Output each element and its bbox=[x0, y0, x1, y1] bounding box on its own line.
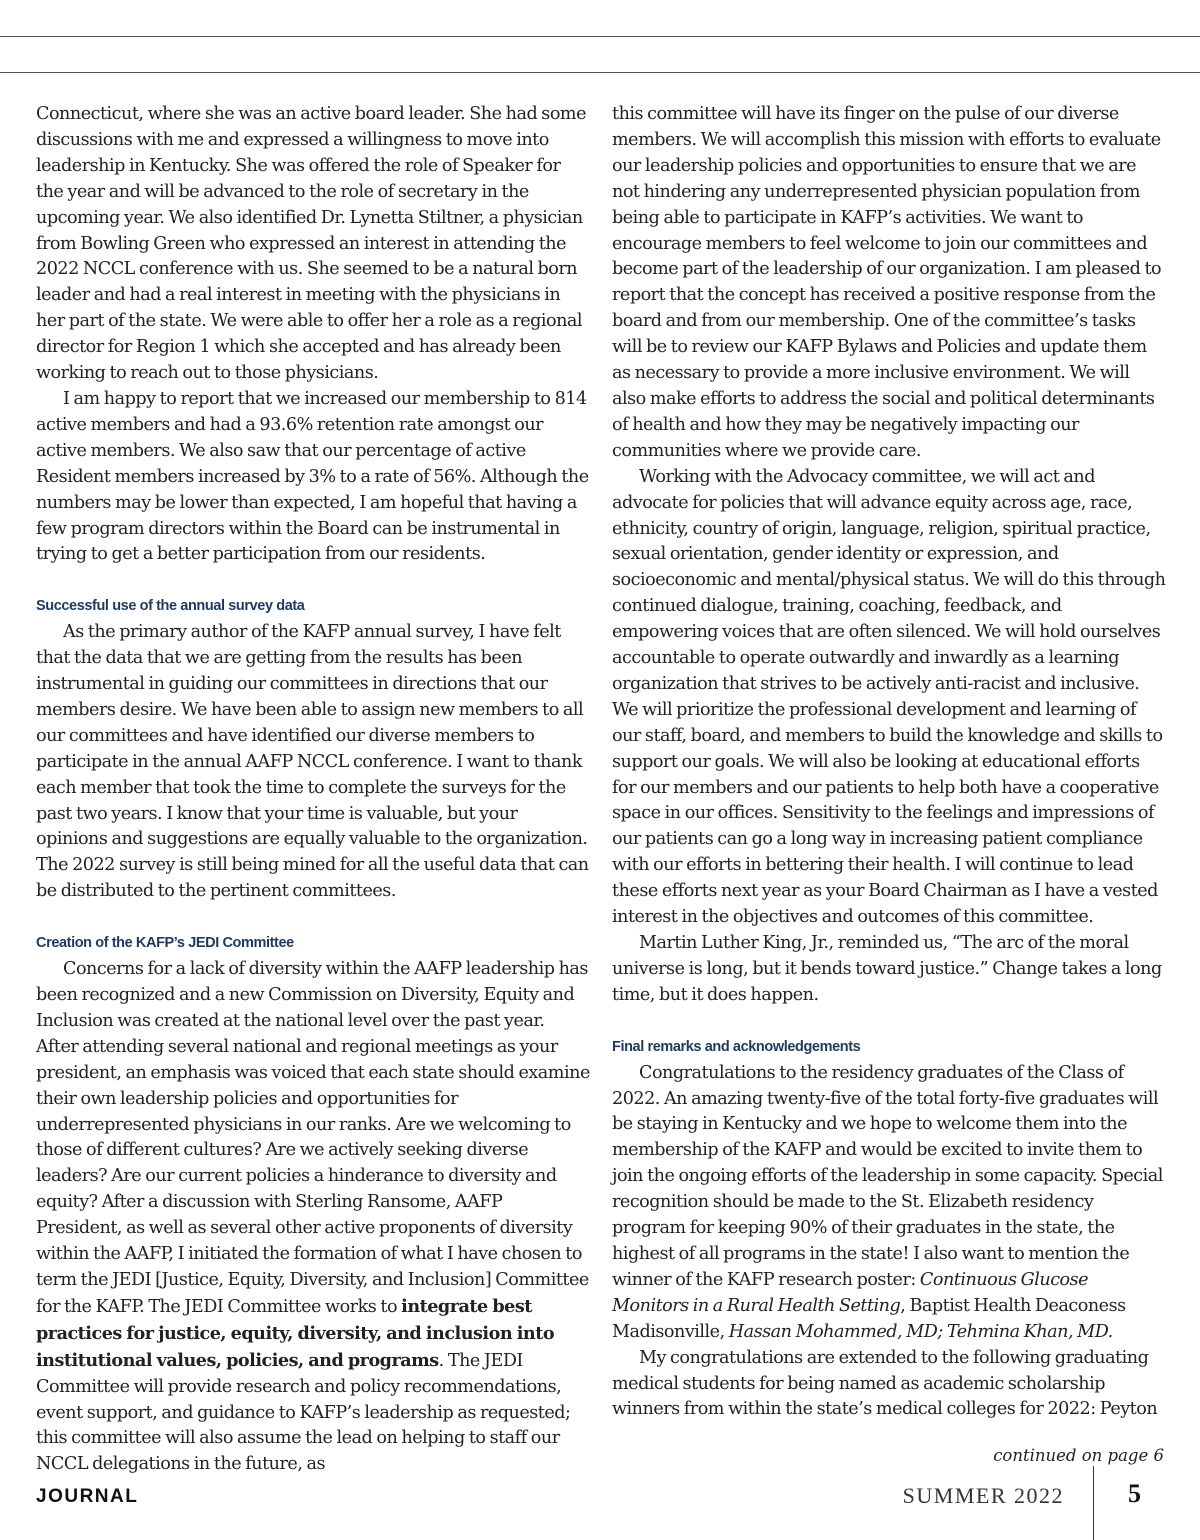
footer-divider bbox=[1093, 1466, 1094, 1540]
header-rule-top bbox=[0, 36, 1200, 37]
left-paragraph-jedi bbox=[36, 957, 590, 1478]
poster-title: Continuous Glucose Monitors in a Rural Health Setting bbox=[612, 1269, 1089, 1316]
right-column bbox=[612, 102, 1166, 1423]
left-paragraph-1: Connecticut, where she was an active board leader. She had some discussions with me and expressed a willingness to move into leadership in Kentucky. She was offered the role of Speaker for the year and will be advanced to the role of secretary in the upcoming year. We also identified Dr. Lynetta Stiltner, a physician from Bowling Green who expressed an interest in attending the 2022 NCCL conference with us. She seemed to be a natural born leader and had a real interest in meeting with the physicians in her part of the state. We were able to offer her a role as a regional director for Region 1 which she accepted and has already been working to reach out to those physicians. bbox=[36, 104, 587, 384]
page-number: 5 bbox=[1128, 1479, 1141, 1508]
right-paragraph-mlk: Martin Luther King, Jr., reminded us, “The arc of the moral universe is long, but it bends toward justice.” Change takes a long time, but it does happen. bbox=[612, 933, 1162, 1005]
continued-link[interactable]: continued on page 6 bbox=[993, 1446, 1164, 1465]
poster-authors: Hassan Mohammed, MD; Tehmina Khan, MD. bbox=[728, 1321, 1113, 1342]
congrats-text-b: , Baptist Health Deaconess Madisonville, bbox=[612, 1295, 1126, 1342]
right-paragraph-scholarship: My congratulations are extended to the following graduating medical students for being named as academic scholarship winners from within the state’s medical colleges for 2022: Peyton bbox=[612, 1347, 1158, 1420]
footer-journal-label: JOURNAL bbox=[36, 1486, 139, 1507]
jedi-text-a: Concerns for a lack of diversity within the AAFP leadership has been recognized and a new Commission on Diversity, Equity and Inclusion was created at the national level over the past year. After attending several national and regional meetings as your president, an emphasis was voiced that each state should examine their own leadership policies and opportunities for underrepresented physicians in our ranks. Are we welcoming to those of different cultures? Are we actively seeking diverse leaders? Are our current policies a hinderance to diversity and equity? After a discussion with Sterling Ransome, AAFP President, as well as several other active proponents of diversity within the AAFP, I initiated the formation of what I have chosen to term the JEDI [Justice, Equity, Diversity, and Inclusion] Committee for the KAFP. The JEDI Committee works to bbox=[36, 959, 590, 1317]
right-paragraph-advocacy: Working with the Advocacy committee, we will act and advocate for policies that will advance equity across age, race, ethnicity, country of origin, language, religion, spiritual practice, sexual orientation, gender identity or expression, and socioeconomic and mental/physical status. We will do this through continued dialogue, training, coaching, feedback, and empowering voices that are often silenced. We will hold ourselves accountable to operate outwardly and inwardly as a learning organization that strives to be actively anti-racist and inclusive. We will prioritize the professional development and learning of our staff, board, and members to build the knowledge and skills to support our goals. We will also be looking at educational efforts for our members and our patients to help both have a cooperative space in our offices. Sensitivity to the feelings and impressions of our patients can go a long way in increasing patient compliance with our efforts in bettering their health. I will continue to lead these efforts next year as your Board Chairman as I have a vested interest in the objectives and outcomes of this committee. bbox=[612, 466, 1166, 928]
footer-issue-label: SUMMER 2022 bbox=[902, 1483, 1064, 1508]
right-paragraph-congrats bbox=[612, 1061, 1166, 1346]
left-paragraph-survey: As the primary author of the KAFP annual survey, I have felt that the data that we are getting from the results has been instrumental in guiding our committees in directions that our members desire. We have been able to assign new members to all our committees and have identified our diverse members to participate in the annual AAFP NCCL conference. I want to thank each member that took the time to complete the surveys for the past two years. I know that your time is valuable, but your opinions and suggestions are equally valuable to the organization. The 2022 survey is still being mined for all the useful data that can be distributed to the pertinent committees. bbox=[36, 622, 589, 902]
jedi-text-bold: integrate best practices for justice, equity, diversity, and inclusion into institutional values, policies, and programs bbox=[36, 1295, 555, 1371]
heading-final: Final remarks and acknowledgements bbox=[612, 1038, 861, 1055]
heading-survey: Successful use of the annual survey data bbox=[36, 598, 305, 615]
jedi-text-b: . The JEDI Committee will provide research and policy recommendations, event support, and guidance to KAFP’s leadership as requested; this committee will also assume the lead on helping to staff our NCCL delegations in the future, as bbox=[36, 1350, 571, 1475]
left-column bbox=[36, 102, 590, 1478]
header-rule-bottom bbox=[0, 72, 1200, 73]
left-paragraph-membership: I am happy to report that we increased our membership to 814 active members and had a 93.6% retention rate amongst our active members. We also saw that our percentage of active Resident members increased by 3% to a rate of 56%. Although the numbers may be lower than expected, I am hopeful that having a few program directors within the Board can be instrumental in trying to get a better participation from our residents. bbox=[36, 388, 589, 565]
right-paragraph-1: this committee will have its finger on the pulse of our diverse members. We will accomplish this mission with efforts to evaluate our leadership policies and opportunities to ensure that we are not hindering any underrepresented physician population from being able to participate in KAFP’s activities. We want to encourage members to feel welcome to join our committees and become part of the leadership of our organization. I am pleased to report that the concept has received a positive response from the board and from our membership. One of the committee’s tasks will be to review our KAFP Bylaws and Policies and update them as necessary to provide a more inclusive environment. We will also make efforts to address the social and political determinants of health and how they may be negatively impacting our communities where we provide care. bbox=[612, 104, 1162, 461]
heading-jedi: Creation of the KAFP’s JEDI Committee bbox=[36, 935, 294, 952]
congrats-text-a: Congratulations to the residency graduates of the Class of 2022. An amazing twenty-five of the total forty-five graduates will be staying in Kentucky and we hope to welcome them into the membership of the KAFP and would be excited to invite them to join the ongoing efforts of the leadership in some capacity. Special recognition should be made to the St. Elizabeth residency program for keeping 90% of their graduates in the state, the highest of all programs in the state! I also want to mention the winner of the KAFP research poster: bbox=[612, 1062, 1163, 1290]
